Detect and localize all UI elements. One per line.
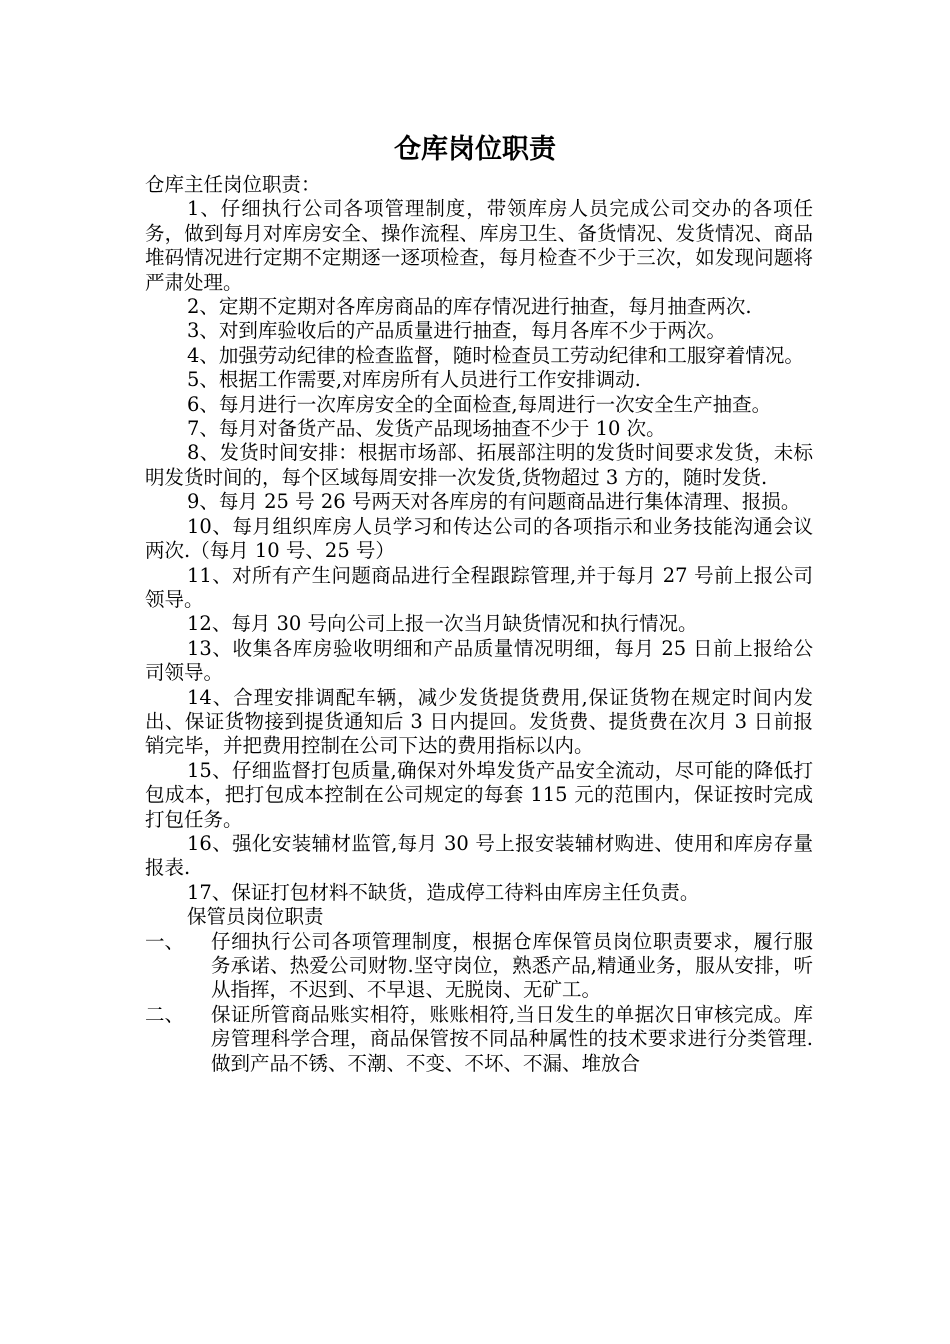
duty-item-15: 15、仔细监督打包质量,确保对外埠发货产品安全流动，尽可能的降低打包成本，把打包成本控制在公司规定的每套 115 元的范围内，保证按时完成打包任务。 <box>145 758 813 831</box>
item-text: 保证所管商品账实相符，账账相符,当日发生的单据次日审核完成。库房管理科学合理，商品保管按不同品种属性的技术要求进行分类管理.做到产品不锈、不潮、不变、不坏、不漏、堆放合 <box>211 1002 813 1075</box>
item-text: 仔细执行公司各项管理制度，根据仓库保管员岗位职责要求，履行服务承诺、热爱公司财物.坚守岗位，熟悉产品,精通业务，服从安排，听从指挥，不迟到、不早退、无脱岗、无矿工。 <box>211 929 813 1002</box>
section-heading-warehouse-director: 仓库主任岗位职责： <box>145 173 321 196</box>
duty-item-16: 16、强化安装辅材监管,每月 30 号上报安装辅材购进、使用和库房存量报表. <box>145 831 813 880</box>
duty-item-6: 6、每月进行一次库房安全的全面检查,每周进行一次安全生产抽查。 <box>187 392 772 416</box>
duty-item-9: 9、每月 25 号 26 号两天对各库房的有问题商品进行集体清理、报损。 <box>187 490 801 514</box>
duty-item-8: 8、发货时间安排：根据市场部、拓展部注明的发货时间要求发货，未标明发货时间的，每个区域每周安排一次发货,货物超过 3 方的，随时发货. <box>145 441 813 489</box>
document-title: 仓库岗位职责 <box>394 134 556 165</box>
duty-item-2: 2、定期不定期对各库房商品的库存情况进行抽查，每月抽查两次. <box>187 295 752 319</box>
duty-item-11: 11、对所有产生问题商品进行全程跟踪管理,并于每月 27 号前上报公司领导。 <box>145 563 813 611</box>
duty-item-4: 4、加强劳动纪律的检查监督，随时检查员工劳动纪律和工服穿着情况。 <box>187 343 804 367</box>
duty-item-13: 13、收集各库房验收明细和产品质量情况明细，每月 25 日前上报给公司领导。 <box>145 636 813 685</box>
item-marker: 一、 <box>145 929 185 953</box>
duty-item-5: 5、根据工作需要,对库房所有人员进行工作安排调动. <box>187 368 641 392</box>
duty-item-7: 7、每月对备货产品、发货产品现场抽查不少于 10 次。 <box>187 417 666 441</box>
storekeeper-item-2 <box>145 1003 813 1076</box>
duty-item-3: 3、对到库验收后的产品质量进行抽查，每月各库不少于两次。 <box>187 319 726 343</box>
duty-item-14: 14、合理安排调配车辆，减少发货提货费用,保证货物在规定时间内发出、保证货物接到提货通知后 3 日内提回。发货费、提货费在次月 3 日前报销完毕，并把费用控制在公司下达的费用指标以内。 <box>145 685 813 758</box>
duty-item-1: 1、仔细执行公司各项管理制度，带领库房人员完成公司交办的各项任务，做到每月对库房安全、操作流程、库房卫生、备货情况、发货情况、商品堆码情况进行定期不定期逐一逐项检查，每月检查不少于三次，如发现问题将严肃处理。 <box>145 197 813 294</box>
duty-item-12: 12、每月 30 号向公司上报一次当月缺货情况和执行情况。 <box>187 612 698 636</box>
duty-item-17: 17、保证打包材料不缺货，造成停工待料由库房主任负责。 <box>187 880 700 904</box>
section-heading-storekeeper: 保管员岗位职责 <box>187 905 324 929</box>
item-marker: 二、 <box>145 1002 185 1026</box>
duty-item-10: 10、每月组织库房人员学习和传达公司的各项指示和业务技能沟通会议两次.（每月 10 号、25 号） <box>145 514 813 563</box>
document-body <box>145 173 813 1076</box>
storekeeper-item-1 <box>145 930 813 1003</box>
